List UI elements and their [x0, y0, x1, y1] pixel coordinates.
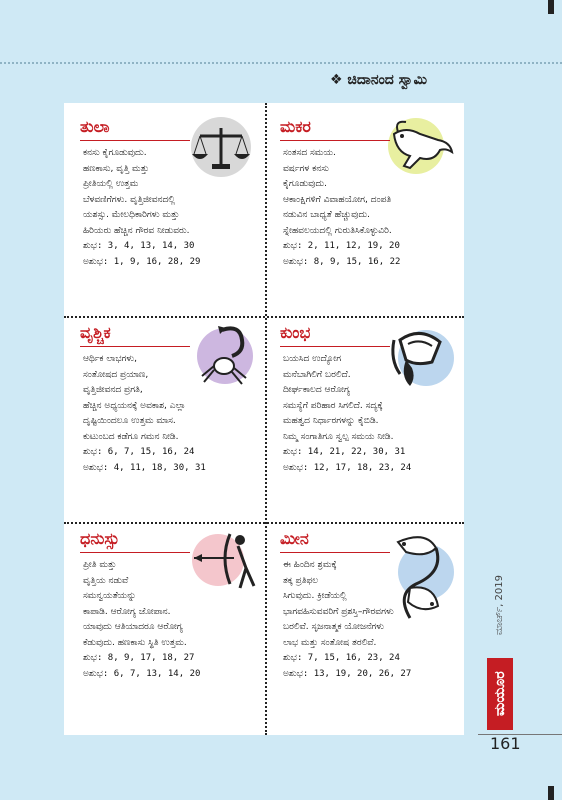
sign-title-capricorn: ಮಕರ — [280, 117, 311, 136]
sagittarius-archer-icon — [190, 528, 260, 592]
sign-text-scorpio: ಆರ್ಥಿಕ ಲಾಭಗಳು, ಸಂತೋಷದ ಪ್ರಯಾಣ, ವೃತ್ತಿಜೀವನದ ಪ್ರಗತಿ, ಹೆಚ್ಚಿನ ಅಧ್ಯಯನಕ್ಕೆ ಅವಕಾಶ, ಎಲ್ಲಾ ದೃಷ್ಟಿಯಿಂದಲೂ ಉತ್ತಮ ಮಾಸ. ಕುಟುಂಬದ ಕಡೆಗೂ ಗಮನ ನೀಡಿ. ಶುಭ: 6, 7, 15, 16, 24 ಅಶುಭ: 4, 11, 18, 30, 31 — [83, 352, 206, 476]
issue-date: ಮಾರ್ಚ್, 2019 — [494, 575, 505, 636]
unlucky-dates: ಅಶುಭ: 4, 11, 18, 30, 31 — [83, 462, 206, 473]
top-dotted-rule — [0, 62, 562, 64]
title-underline — [80, 140, 190, 141]
unlucky-dates: ಅಶುಭ: 12, 17, 18, 23, 24 — [283, 462, 412, 473]
row-divider — [64, 316, 464, 318]
crop-mark — [548, 786, 554, 800]
unlucky-dates: ಅಶುಭ: 1, 9, 16, 28, 29 — [83, 256, 201, 267]
title-underline — [80, 346, 190, 347]
title-underline — [280, 346, 390, 347]
sign-title-scorpio: ವೃಶ್ಚಿಕ — [80, 323, 111, 342]
sign-text-pisces: ಈ ಹಿಂದಿನ ಶ್ರಮಕ್ಕೆ ತಕ್ಕ ಪ್ರತಿಫಲ ಸಿಗುವುದು. ಕ್ರೀಡೆಯಲ್ಲಿ ಭಾಗವಹಿಸುವವರಿಗೆ ಪ್ರಶಸ್ತಿ–ಗೌರವಗಳು ಬರಲಿವೆ. ಸೃಜನಾತ್ಮಕ ಯೋಜನೆಗಳು ಲಾಭ ಮತ್ತು ಸಂತೋಷ ತರಲಿವೆ. ಶುಭ: 7, 15, 16, 23, 24 ಅಶುಭ: 13, 19, 20, 26, 27 — [283, 558, 411, 682]
sign-title-libra: ತುಲಾ — [80, 117, 110, 136]
sign-title-pisces: ಮೀನ — [280, 529, 309, 548]
row-divider — [64, 522, 464, 524]
unlucky-dates: ಅಶುಭ: 6, 7, 13, 14, 20 — [83, 668, 201, 679]
unlucky-dates: ಅಶುಭ: 8, 9, 15, 16, 22 — [283, 256, 401, 267]
lucky-dates: ಶುಭ: 8, 9, 17, 18, 27 — [83, 653, 195, 663]
lucky-dates: ಶುಭ: 14, 21, 22, 30, 31 — [283, 447, 406, 457]
crop-mark — [548, 0, 554, 14]
column-divider — [265, 103, 267, 735]
lucky-dates: ಶುಭ: 3, 4, 13, 14, 30 — [83, 241, 195, 251]
sign-text-capricorn: ಸಂತಸದ ಸಮಯ. ವರ್ಷಗಳ ಕನಸು ಕೈಗೂಡುವುದು. ಆಕಾಂಕ್ಷಿಗಳಿಗೆ ವಿವಾಹಯೋಗ, ದಂಪತಿ ನಡುವಿನ ಬಾಧ್ಯತೆ ಹೆಚ್ಚುವುದು. ಸ್ನೇಹವಲಯದಲ್ಲಿ ಗುರುತಿಸಿಕೊಳ್ಳುವಿರಿ. ಶುಭ: 2, 11, 12, 19, 20 ಅಶುಭ: 8, 9, 15, 16, 22 — [283, 146, 400, 270]
title-underline — [280, 140, 390, 141]
sign-text-sagittarius: ಪ್ರೀತಿ ಮತ್ತು ವೃತ್ತಿಯ ನಡುವೆ ಸಮನ್ವಯತೆಯನ್ನು ಕಾಪಾಡಿ. ಆರೋಗ್ಯ ಜೋಪಾನ. ಯಾವುದು ಆತಿಯಾದರೂ ಆರೋಗ್ಯ ಕೆಡುವುದು. ಹಣಕಾಸು ಸ್ಥಿತಿ ಉತ್ತಮ. ಶುಭ: 8, 9, 17, 18, 27 ಅಶುಭ: 6, 7, 13, 14, 20 — [83, 558, 200, 682]
lucky-dates: ಶುಭ: 2, 11, 12, 19, 20 — [283, 241, 400, 251]
sign-title-aquarius: ಕುಂಭ — [280, 323, 311, 342]
magazine-logo: ಮಯೂರ — [487, 658, 513, 730]
title-underline — [280, 552, 390, 553]
author-byline: ❖ ಚಿದಾನಂದ ಸ್ವಾಮಿ — [330, 72, 427, 88]
lucky-dates: ಶುಭ: 7, 15, 16, 23, 24 — [283, 653, 400, 663]
title-underline — [80, 552, 190, 553]
page-number: 161 — [490, 734, 521, 753]
unlucky-dates: ಅಶುಭ: 13, 19, 20, 26, 27 — [283, 668, 412, 679]
sign-text-aquarius: ಬಯಸಿದ ಉದ್ಯೋಗ ಮನೆಬಾಗಿಲಿಗೆ ಬರಲಿದೆ. ದೀರ್ಘಕಾಲದ ಆರೋಗ್ಯ ಸಮಸ್ಯೆಗೆ ಪರಿಹಾರ ಸಿಗಲಿದೆ. ಸದ್ಯಕ್ಕೆ ಮಹತ್ವದ ನಿರ್ಧಾರಗಳನ್ನು ಕೈಬಿಡಿ. ನಿಮ್ಮ ಸಂಗಾತಿಗೂ ಸ್ವಲ್ಪ ಸಮಯ ನೀಡಿ. ಶುಭ: 14, 21, 22, 30, 31 ಅಶುಭ: 12, 17, 18, 23, 24 — [283, 352, 411, 476]
sign-title-sagittarius: ಧನುಸ್ಸು — [80, 529, 120, 548]
sign-text-libra: ಕನಸು ಕೈಗೂಡುವುದು. ಹಣಕಾಸು, ವೃತ್ತಿ ಮತ್ತು ಪ್ರೀತಿಯಲ್ಲಿ ಉತ್ತಮ ಬೆಳವಣಿಗೆಗಳು. ವೃತ್ತಿಜೀವನದಲ್ಲಿ ಯಶಸ್ಸು. ಮೇಲಧಿಕಾರಿಗಳು ಮತ್ತು ಹಿರಿಯರು ಹೆಚ್ಚಿನ ಗೌರವ ನೀಡುವರು. ಶುಭ: 3, 4, 13, 14, 30 ಅಶುಭ: 1, 9, 16, 28, 29 — [83, 146, 200, 270]
lucky-dates: ಶುಭ: 6, 7, 15, 16, 24 — [83, 447, 195, 457]
